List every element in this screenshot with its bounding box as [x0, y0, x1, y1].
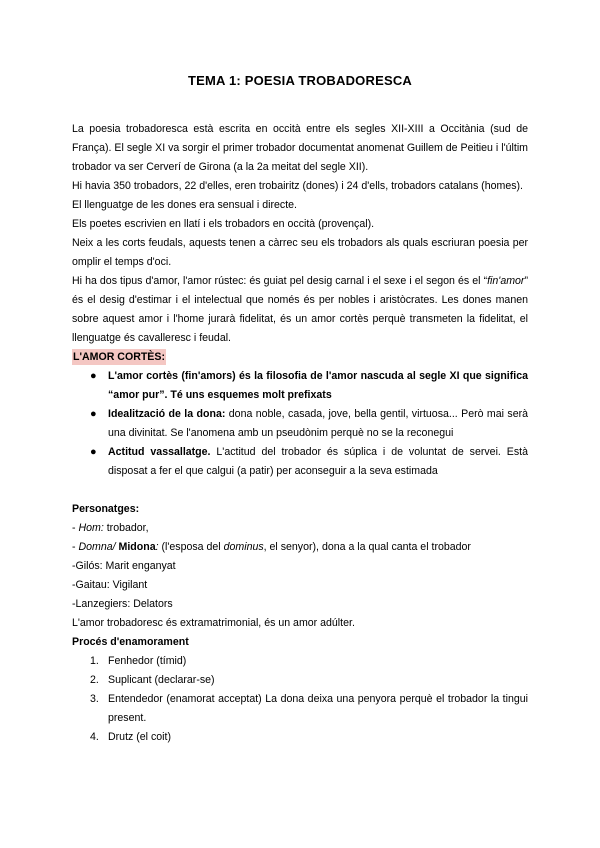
domna-text-b: , el senyor), dona a la qual canta el trobador: [263, 541, 471, 553]
bullet-bold-text: Actitud vassallatge.: [108, 446, 211, 458]
midona-term: Midona: [115, 541, 156, 553]
personatge-gilos: -Gilós: Marit enganyat: [72, 560, 176, 572]
page-title: TEMA 1: POESIA TROBADORESCA: [187, 73, 412, 88]
step-number: 1.: [90, 655, 99, 667]
dominus-term: dominus: [223, 541, 264, 553]
list-item: [72, 690, 528, 728]
bullet-text: L'actitud del trobador és súplica i de voluntat de servei. Està disposat a fer el que calgui (a patir) per aconseguir a la seva estimada: [108, 446, 528, 477]
bullet-icon: ●: [90, 446, 97, 458]
step-number: 3.: [90, 693, 99, 705]
list-item: [72, 443, 528, 481]
amor-cortes-heading: L'AMOR CORTÈS:: [73, 351, 165, 363]
personatge-domna: [72, 538, 528, 557]
step-text: Drutz (el coit): [108, 731, 171, 743]
hom-prefix: -: [72, 522, 79, 534]
domna-colon: :: [155, 541, 159, 553]
step-text: Entendedor (enamorat acceptat) La dona deixa una penyora perquè el trobador la tingui present.: [108, 693, 528, 724]
bullet-bold-text: Idealització de la dona:: [108, 408, 226, 420]
intro-paragraph: La poesia trobadoresca està escrita en occità entre els segles XII-XIII a Occitània (sud de França). El segle XI va sorgir el primer trobador documentat anomenat Guillem de Peitieu i l'últim trobador va ser Cerverí de Girona (a la 2a meitat del segle XII).: [72, 123, 528, 173]
extramatrimonial-note: L'amor trobadoresc és extramatrimonial, és un amor adúlter.: [72, 617, 355, 629]
bullet-text: dona noble, casada, jove, bella gentil, virtuosa... Però mai serà una divinitat. Se l'anomena amb un pseudònim perquè no se la reconegui: [108, 408, 529, 439]
list-item: [72, 405, 528, 443]
proces-list: [72, 652, 528, 747]
personatge-gaitau: -Gaitau: Vigilant: [72, 579, 148, 591]
amor-text-part1: Hi ha dos tipus d'amor, l'amor rústec: és guiat pel desig carnal i el sexe i el segon és el “: [72, 275, 488, 287]
step-text: Fenhedor (tímid): [108, 655, 187, 667]
document-body: [72, 120, 528, 747]
bullet-icon: ●: [90, 408, 97, 420]
list-item: [72, 652, 528, 671]
step-number: 2.: [90, 674, 99, 686]
proces-heading: Procés d'enamorament: [72, 636, 189, 648]
list-item: [72, 728, 528, 747]
amor-cortes-heading-line: [72, 348, 528, 367]
bullet-icon: ●: [90, 370, 97, 382]
corts-paragraph: Neix a les corts feudals, aquests tenen a càrrec seu els trobadors als quals escriuran poesia per omplir el temps d'oci.: [72, 237, 528, 268]
finamor-term: fin'amor: [487, 275, 525, 287]
amor-text-part2: ” és el desig d'estimar i el intelectual que només és per nobles i aristòcrates. Les dones manen sobre aquest amor i l'home jurarà fidelitat, és un amor cortès perquè transmeten la fidelitat, el llenguatge és cavalleresc i feudal.: [72, 275, 528, 344]
hom-term: Hom:: [78, 522, 104, 534]
domna-prefix: -: [72, 541, 79, 553]
personatge-lanzegiers: -Lanzegiers: Delators: [72, 598, 173, 610]
list-item: [72, 367, 528, 405]
bullet-bold-text: L'amor cortès (fin'amors) és la filosofia de l'amor nascuda al segle XI que significa “amor pur”. Té uns esquemes molt prefixats: [108, 370, 528, 401]
amor-cortes-list: [72, 367, 528, 481]
domna-term: Domna/: [78, 541, 116, 553]
llenguatge-paragraph: El llenguatge de les dones era sensual i directe.: [72, 199, 297, 211]
amor-types-paragraph: [72, 272, 528, 348]
trobadors-count-paragraph: Hi havia 350 trobadors, 22 d'elles, eren trobairitz (dones) i 24 d'ells, trobadors catalans (homes).: [72, 180, 523, 192]
poetes-paragraph: Els poetes escrivien en llatí i els trobadors en occità (provençal).: [72, 218, 375, 230]
spacer: [72, 481, 528, 500]
personatges-heading: Personatges:: [72, 503, 140, 515]
domna-text-a: (l'esposa del: [158, 541, 224, 553]
hom-text: trobador,: [103, 522, 149, 534]
step-number: 4.: [90, 731, 99, 743]
personatge-hom: [72, 519, 528, 538]
step-text: Suplicant (declarar-se): [108, 674, 215, 686]
list-item: [72, 671, 528, 690]
